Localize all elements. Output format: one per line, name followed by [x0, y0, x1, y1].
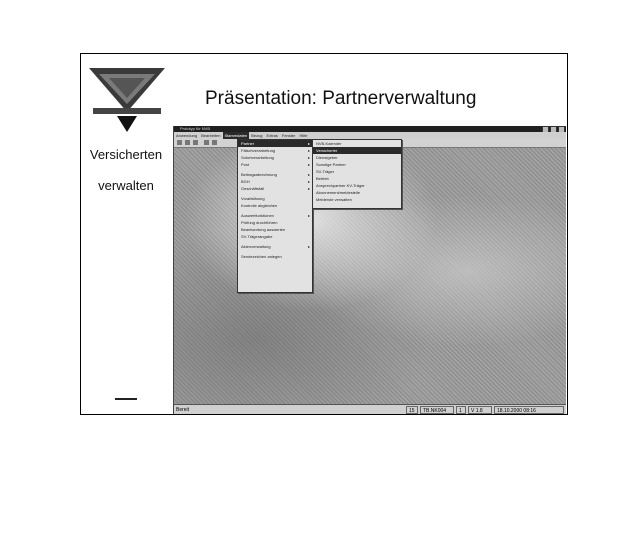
stammdaten-menu	[237, 139, 313, 293]
status-datetime: 18.10.2000 08:16	[494, 406, 564, 414]
dropdown-item-label: Kontrolle abgleichen	[241, 203, 278, 208]
dropdown-item-label: Aktenverwaltung	[241, 244, 271, 249]
dropdown-item-label: Sendezeichen anlegen	[241, 254, 282, 259]
new-icon[interactable]	[177, 140, 182, 145]
status-text: Bereit	[176, 407, 190, 413]
dropdown-item-label: Vorabklärung	[241, 196, 265, 201]
status-cell: 15	[406, 406, 418, 414]
dropdown-item[interactable]	[238, 140, 312, 147]
open-icon[interactable]	[185, 140, 190, 145]
menu-item[interactable]: Bearbeiten	[201, 133, 221, 138]
side-line-2: verwalten	[98, 178, 154, 193]
dropdown-item-label: SV-Trägerangabe	[241, 234, 273, 239]
submenu-item[interactable]: Dienstgeber	[316, 155, 338, 160]
dropdown-item-label: Auswertfunktionen	[241, 213, 274, 218]
submenu-item[interactable]: Abonnement/meldestelle	[316, 190, 361, 195]
status-bar	[174, 404, 566, 414]
divider	[115, 398, 137, 400]
dropdown-item-label: BGH	[241, 179, 250, 184]
help-icon[interactable]	[212, 140, 217, 145]
menu-item[interactable]: Anwendung	[176, 133, 198, 138]
submenu-item[interactable]: NVB-Kalender	[316, 141, 342, 146]
company-logo	[87, 64, 167, 136]
submenu-item[interactable]: Betrieb	[316, 176, 329, 181]
submenu-item[interactable]: Meldende verwalten	[316, 197, 352, 202]
dropdown-item[interactable]	[238, 154, 312, 161]
dropdown-item[interactable]	[238, 219, 312, 226]
dropdown-item[interactable]	[238, 195, 312, 202]
dropdown-item[interactable]	[238, 185, 312, 192]
dropdown-item[interactable]	[238, 243, 312, 250]
menu-item[interactable]: Stammdaten	[224, 133, 248, 138]
print-icon[interactable]	[204, 140, 209, 145]
submenu-arrow-icon: ▸	[307, 213, 310, 218]
application-screenshot	[173, 126, 566, 414]
dropdown-item[interactable]	[238, 253, 312, 260]
partner-submenu	[312, 139, 402, 209]
side-caption	[81, 139, 171, 201]
submenu-item[interactable]: Versicherter	[313, 147, 401, 154]
save-icon[interactable]	[193, 140, 198, 145]
slide-title: Präsentation: Partnerverwaltung	[205, 88, 477, 109]
side-line-1: Versicherten	[89, 147, 163, 162]
dropdown-item-label: Geschäftsfall	[241, 186, 265, 191]
dropdown-item-label: Beantwortung auswerten	[241, 227, 286, 232]
dropdown-item[interactable]	[238, 226, 312, 233]
status-cell: V 1.8	[468, 406, 492, 414]
status-cell: 1	[456, 406, 466, 414]
submenu-arrow-icon: ▸	[307, 162, 310, 167]
menu-bar	[174, 132, 566, 139]
status-cell: TB.NK004	[420, 406, 454, 414]
submenu-arrow-icon: ▸	[307, 179, 310, 184]
dropdown-item-label: Beitragsabrechnung	[241, 172, 277, 177]
submenu-item[interactable]: Ansprechpartner KV-Träger	[316, 183, 365, 188]
dropdown-item[interactable]	[238, 161, 312, 168]
dropdown-item[interactable]	[238, 147, 312, 154]
dropdown-item[interactable]	[238, 202, 312, 209]
submenu-arrow-icon: ▸	[307, 155, 310, 160]
dropdown-item[interactable]	[238, 212, 312, 219]
submenu-arrow-icon: ▸	[307, 244, 310, 249]
menu-item[interactable]: Extras	[266, 133, 278, 138]
dropdown-item[interactable]	[238, 171, 312, 178]
dropdown-item[interactable]	[238, 178, 312, 185]
dropdown-item-label: Prüfung durchführen	[241, 220, 278, 225]
menu-item[interactable]: Hilfe	[299, 133, 308, 138]
window-title: Prototyp für NVB	[180, 126, 211, 131]
dropdown-item-label: Fälschverarbeitung	[241, 148, 276, 153]
menu-item[interactable]: Fenster	[281, 133, 296, 138]
dropdown-item-label: Sofortverarbeitung	[241, 155, 274, 160]
submenu-item[interactable]: SV-Träger	[316, 169, 335, 174]
submenu-arrow-icon: ▸	[307, 172, 310, 177]
dropdown-item-label: Post	[241, 162, 250, 167]
menu-item[interactable]: Bezug	[251, 133, 263, 138]
submenu-item[interactable]: Sonstige Partner	[316, 162, 346, 167]
dropdown-item-label: Partner	[241, 141, 255, 146]
submenu-arrow-icon: ▸	[307, 186, 310, 191]
submenu-arrow-icon: ▸	[307, 141, 310, 146]
dropdown-item[interactable]	[238, 233, 312, 240]
presentation-slide	[80, 53, 568, 415]
submenu-arrow-icon: ▸	[307, 148, 310, 153]
